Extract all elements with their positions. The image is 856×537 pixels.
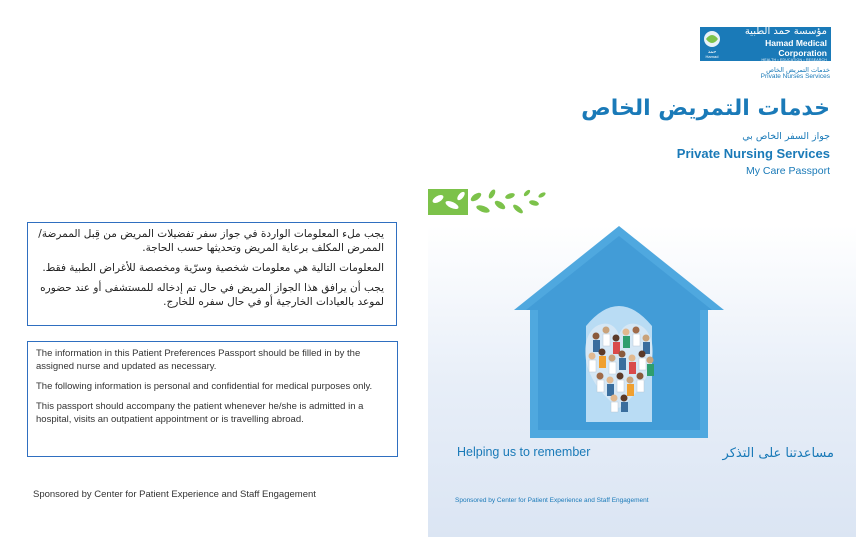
arabic-note-2: المعلومات التالية هي معلومات شخصية وسرّية ومخصصة للأغراض الطبية فقط. bbox=[42, 262, 384, 274]
logo-arabic-name: مؤسسة حمد الطبية bbox=[744, 25, 827, 37]
logo-text bbox=[724, 26, 831, 63]
english-instructions-box bbox=[27, 341, 398, 457]
arabic-instructions-box bbox=[27, 222, 397, 326]
arabic-note-1: يجب ملء المعلومات الواردة في جواز سفر تفضيلات المريض من قِبل الممرضة/ الممرض المكلف برعاية المريض وتحديثها حسب الحاجة. bbox=[38, 228, 384, 254]
tagline-arabic: مساعدتنا على التذكر bbox=[722, 446, 834, 461]
arabic-note-3: يجب أن يرافق هذا الجواز المريض في حال تم إدخاله للمستشفى أو عند حضوره لموعد بالعيادات الخارجية أو في حال سفره للخارج. bbox=[40, 282, 384, 308]
logo-mark-en: Hamad bbox=[705, 54, 719, 59]
page-title-english: Private Nursing Services bbox=[676, 146, 830, 161]
tagline-english: Helping us to remember bbox=[457, 445, 591, 459]
leaves-decoration-icon bbox=[428, 185, 548, 219]
logo-mark-ar: حمد bbox=[707, 49, 717, 55]
hamad-logo bbox=[700, 27, 831, 61]
sponsor-text-right: Sponsored by Center for Patient Experience and Staff Engagement bbox=[455, 497, 649, 504]
service-name-english: Private Nurses Services bbox=[760, 73, 830, 80]
english-note-2: The following information is personal and confidential for medical purposes only. bbox=[36, 381, 373, 392]
sponsor-text-left: Sponsored by Center for Patient Experience and Staff Engagement bbox=[33, 489, 316, 500]
english-note-3: This passport should accompany the patient whenever he/she is admitted in a hospital, visits an outpatient appointment or is travelling abroad. bbox=[36, 401, 364, 425]
english-note-1: The information in this Patient Preferences Passport should be filled in by the assigned nurse and updated as necessary. bbox=[36, 348, 361, 372]
logo-tagline: HEALTH • EDUCATION • RESEARCH bbox=[761, 57, 827, 62]
page-subtitle-arabic: جواز السفر الخاص بي bbox=[742, 131, 830, 142]
page-subtitle-english: My Care Passport bbox=[745, 165, 830, 177]
page-title-arabic: خدمات التمريض الخاص bbox=[581, 96, 830, 121]
logo-english-name: Hamad Medical Corporation bbox=[765, 37, 827, 58]
service-name-arabic: خدمات التمريض الخاص bbox=[766, 66, 830, 74]
house-illustration bbox=[514, 226, 724, 438]
hamad-emblem-icon bbox=[700, 27, 724, 61]
